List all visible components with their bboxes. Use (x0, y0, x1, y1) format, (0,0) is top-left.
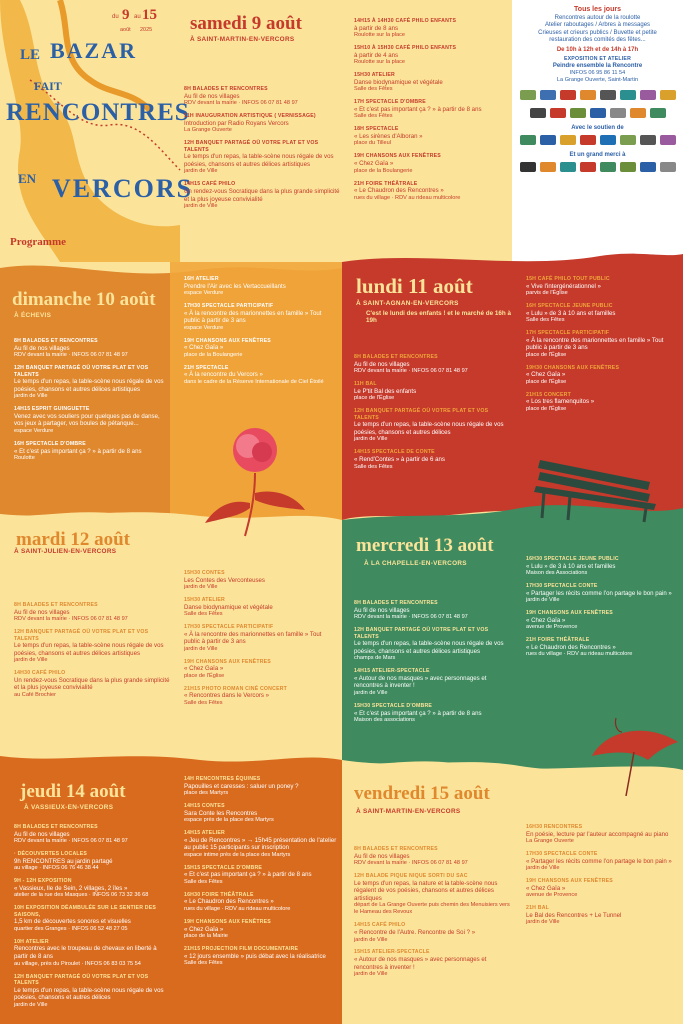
info-heading: Tous les jours (574, 6, 621, 13)
event: 14H15 CAFÉ PHILO « Rencontre de l'Autre. Rencontre de Soi ? » jardin de Ville (354, 922, 476, 943)
info-hours: De 10h à 12h et de 14h à 17h (556, 46, 639, 53)
day-title-saturday: samedi 9 août (190, 13, 302, 34)
partner-logo (560, 90, 576, 100)
support-logo (660, 135, 676, 145)
day-place-monday: À SAINT-AGNAN-EN-VERCORS (356, 300, 459, 307)
event: 17H30 SPECTACLE PARTICIPATIF « À la rencontre des marionnettes en famille » Tout public à partir de 3 ans espace Verdure (184, 303, 322, 331)
day-title-wednesday: mercredi 13 août (356, 535, 494, 556)
event: 21H15 PROJECTION FILM DOCUMENTAIRE « 12 jours ensemble » puis débat avec la réalisatrice Salle des Fêtes (184, 946, 326, 967)
day-note-monday: C'est le lundi des enfants ! et le marché de 16h à 19h (366, 310, 511, 324)
event: 10H EXPOSITION DÉAMBULÉE SUR LE SENTIER DES SAISONS, 1,5 km de découvertes sonores et visuelles quartier des Granges · INFOS 06 52 48 27 05 (14, 905, 157, 932)
date-end: 15 (142, 7, 157, 23)
event: 15H30 SPECTACLE D'OMBRE « Et c'est pas important ça ? » à partir de 8 ans Maison des associations (354, 703, 482, 724)
event: 21H15 PHOTO ROMAN CINÉ CONCERT « Rencontres dans le Vercors » Salle des Fêtes (184, 685, 288, 707)
event: 17H30 SPECTACLE PARTICIPATIF « À la rencontre des marionnettes en famille » Tout public à partir de 3 ans jardin de Ville (184, 624, 322, 652)
friday-col2 (526, 824, 676, 932)
wednesday-col1 (354, 600, 508, 730)
support-logo (520, 135, 536, 145)
event: 14H15 ATELIER-SPECTACLE « Autour de nos masques » avec personnages et rencontres à inventer ! jardin de Ville (354, 668, 487, 697)
event: 19H CHANSONS AUX FENÊTRES « Chez Gaïa » place de l'Église (184, 658, 271, 679)
partner-logo (620, 90, 636, 100)
event: 21H FOIRE THÉÂTRALE « Le Chaudron des Rencontres » rues du village · RDV au rideau multicolore (526, 637, 633, 658)
event: 8H BALADES ET RENCONTRES Au fil de nos villages RDV devant la mairie · INFOS 06 07 81 48 97 (354, 354, 468, 375)
event: 16H SPECTACLE JEUNE PUBLIC « Lulu » de 3 à 10 ans et familles Salle des Fêtes (526, 303, 616, 324)
event: 8H BALADES ET RENCONTRES Au fil de nos villages RDV devant la mairie · INFOS 06 07 81 48 97 (354, 846, 468, 867)
event: 14H RENCONTRES ÉQUINES Papouilles et caresses : saluer un poney ? place des Martyrs (184, 776, 299, 797)
event: 14H15 CONTES Sara Conte les Rencontres espace près de la place des Martyrs (184, 803, 274, 824)
event: 21H BAL Le Bal des Rencontres + Le Tunnel jardin de Ville (526, 905, 622, 926)
partner-logo (660, 90, 676, 100)
day-place-wednesday: À LA CHAPELLE-EN-VERCORS (364, 560, 467, 567)
thanks-logo (540, 162, 556, 172)
partner-logo (530, 108, 546, 118)
sunday-col2 (184, 276, 336, 392)
event: 17H SPECTACLE PARTICIPATIF « À la rencontre des marionnettes en famille » Tout public à partir de 3 ans place de l'Église (526, 330, 664, 358)
event: 8H BALADES ET RENCONTRES Au fil de nos villages RDV devant la mairie · INFOS 06 07 81 48 97 (354, 600, 468, 621)
thanks-logo (620, 162, 636, 172)
event: 12H BANQUET PARTAGÉ OÙ VOTRE PLAT ET VOS TALENTS Le temps d'un repas, la table-scène nous régale de vos poésies, chansons et autres délices jardin de Ville (354, 408, 504, 443)
event: 9H - 12H EXPOSITION « Vassieux, Ile de Sein, 2 villages, 2 îles » atelier de la rue des Masques · INFOS 06 73 32 36 68 (14, 878, 149, 899)
day-place-thursday: À VASSIEUX-EN-VERCORS (24, 804, 114, 811)
support-logo (620, 135, 636, 145)
title-fait: FAIT (34, 79, 62, 93)
date-badge: du 9 au 15 août 2025 (108, 8, 164, 38)
event: 16H30 RENCONTRES En poésie, lecture par l'auteur accompagné au piano La Grange Ouverte (526, 824, 669, 845)
event: 16H ATELIER Prendre l'Air avec les Vertaccueillants espace Verdure (184, 276, 286, 297)
event: 11H INAUGURATION ARTISTIQUE ( VERNISSAGE) Introduction par Radio Royans Vercors La Grange Ouverte (184, 113, 316, 134)
event: 12H BALADE PIQUE NIQUE SORTI DU SAC Le temps d'un repas, la nature et la table-scène nous régalent de vos poésies, chansons et autres délices artistiques départ de La Grange Ouverte puis chemin des Menuisiers vers le Hameau des Revoux (354, 873, 510, 916)
event: 10H ATELIER Rencontres avec le troupeau de chevaux en liberté à partir de 8 ans au village, près du Piroulet · INFOS 06 83 03 75 54 (14, 938, 157, 967)
thanks-logo (640, 162, 656, 172)
event: 15H30 ATELIER Danse biodynamique et végétale Salle des Fêtes (354, 72, 443, 93)
saturday-col2 (354, 18, 506, 208)
event: 15H15 SPECTACLE D'OMBRE « Et c'est pas important ça ? » à partir de 8 ans Salle des Fêtes (184, 864, 312, 885)
partner-logo (590, 108, 606, 118)
event: 19H CHANSONS AUX FENÊTRES « Chez Gaïa » avenue de Provence (526, 610, 613, 631)
partner-logo (540, 90, 556, 100)
event: 12H BANQUET PARTAGÉ OÙ VOTRE PLAT ET VOS TALENTS Le temps d'un repas, la table-scène nous régale de vos poésies, chansons et autres délices artistiques champs de Mars (354, 627, 504, 662)
thanks-logo (600, 162, 616, 172)
peony-illustration (200, 418, 310, 538)
title-bazar: BAZAR (50, 38, 138, 63)
event: 8H BALADES ET RENCONTRES Au fil de nos villages RDV devant la mairie · INFOS 06 07 81 48 97 (14, 824, 128, 845)
event: 17H SPECTACLE D'OMBRE « Et c'est pas important ça ? » à partir de 8 ans Salle des Fêtes (354, 99, 482, 120)
event: 19H CHANSONS AUX FENÊTRES « Chez Gaïa » avenue de Provence (526, 878, 613, 899)
day-title-friday: vendredi 15 août (354, 783, 490, 804)
event: 17H30 SPECTACLE CONTE « Partager les récits comme l'on partage le bon pain » jardin de Ville (526, 851, 672, 872)
event: 15H10 À 15H30 CAFÉ PHILO ENFANTS à partir de 4 ans Roulotte sur la place (354, 45, 457, 66)
event: 16H SPECTACLE D'OMBRE « Et c'est pas important ça ? » à partir de 8 ans Roulotte (14, 441, 142, 462)
event: 21H15 CONCERT « Los tres flamenquitos » place de l'Église (526, 391, 595, 413)
support-logo (640, 135, 656, 145)
title-en: EN (18, 171, 37, 186)
event: 19H CHANSONS AUX FENÊTRES « Chez Gaïa » place de la Boulangerie (354, 153, 441, 174)
partner-logo (610, 108, 626, 118)
event: 14H15 CAFÉ PHILO Un rendez-vous Socratique dans la plus grande simplicité et la plus joyeuse convivialité jardin de Ville (184, 181, 340, 210)
partner-logos (516, 88, 679, 123)
thanks-logos (516, 160, 679, 178)
monday-col2 (526, 276, 678, 419)
event: 8H BALADES ET RENCONTRES Au fil de nos villages RDV devant la mairie · INFOS 06 07 81 48 97 (184, 86, 298, 107)
monday-col1 (354, 354, 506, 476)
event: 18H SPECTACLE « Les sirènes d'Alboran » place du Tilleul (354, 126, 423, 147)
thanks-logo (660, 162, 676, 172)
support-logo (580, 135, 596, 145)
event: 15H15 ATELIER-SPECTACLE « Autour de nos masques » avec personnages et rencontres à inventer ! jardin de Ville (354, 949, 487, 978)
event: 12H BANQUET PARTAGÉ OÙ VOTRE PLAT ET VOS TALENTS Le temps d'un repas, la table-scène nous régale de vos poésies, chansons et autres délices artistiques jardin de Ville (184, 140, 334, 175)
event: 11H BAL Le P'tit Bal des enfants place de l'Église (354, 381, 417, 402)
event: 14H15 À 14H30 CAFÉ PHILO ENFANTS à partir de 8 ans Roulotte sur la place (354, 18, 457, 39)
event: 15H30 CONTES Les Contes des Verconteuses jardin de Ville (184, 570, 265, 591)
tuesday-col1 (14, 602, 172, 705)
event: 21H SPECTACLE « À la rencontre du Vercors » dans le cadre de la Réserve Internationale de Ciel Étoilé (184, 364, 324, 385)
info-box: Tous les jours Rencontres autour de la roulotte Atelier raboutages / Arbres à messages Crieuses et crieurs publics / Buvette et petite restauration des comités des fêtes... De 10h à 12h et de 14h à 17h EXPOSITION ET ATELIER Peindre ensemble la Rencontre INFOS 06 95 86 11 54 La Grange Ouverte, Saint-Martin Avec le soutien de Et un grand merci à (516, 6, 679, 177)
date-start: 9 (122, 7, 130, 23)
event: · DÉCOUVERTES LOCALES 9h RENCONTRES au jardin partagé au village · INFOS 06 76 46 38 44 (14, 851, 113, 872)
day-place-tuesday: À SAINT-JULIEN-EN-VERCORS (14, 548, 117, 555)
event: 8H BALADES ET RENCONTRES Au fil de nos villages RDV devant la mairie · INFOS 06 07 81 48 97 (14, 602, 128, 623)
day-title-sunday: dimanche 10 août (12, 289, 156, 310)
tuesday-col2 (184, 570, 336, 713)
partner-logo (600, 90, 616, 100)
day-title-thursday: jeudi 14 août (20, 781, 126, 802)
thanks-logo (580, 162, 596, 172)
partner-logo (650, 108, 666, 118)
event: 8H BALADES ET RENCONTRES Au fil de nos villages RDV devant la mairie · INFOS 06 07 81 48 97 (14, 338, 128, 359)
support-logos (516, 133, 679, 151)
day-title-tuesday: mardi 12 août (16, 529, 130, 550)
title-rencontres: RENCONTRES (6, 99, 190, 126)
partner-logo (550, 108, 566, 118)
friday-col1 (354, 846, 512, 984)
support-logo (560, 135, 576, 145)
umbrella-illustration (586, 712, 682, 796)
event: 14H15 SPECTACLE DE CONTE « Rend'Contes » à partir de 6 ans Salle des Fêtes (354, 449, 445, 470)
support-logo (600, 135, 616, 145)
event: 15H30 ATELIER Danse biodynamique et végétale Salle des Fêtes (184, 597, 273, 618)
event: 16H30 FOIRE THÉÂTRALE « Le Chaudron des Rencontres » rues du village · RDV au rideau multicolore (184, 891, 291, 913)
event: 21H FOIRE THÉÂTRALE « Le Chaudron des Rencontres » rues du village · RDV au rideau multicolore (354, 180, 461, 201)
wednesday-col2 (526, 556, 676, 664)
event: 14H15 ESPRIT GUINGUETTE Venez avec vos souliers pour quelques pas de danse, vos jeux à partager, vos boules de pétanque... espace Verdure (14, 406, 160, 435)
thanks-logo (560, 162, 576, 172)
sunday-col1 (14, 338, 164, 468)
partner-logo (570, 108, 586, 118)
day-place-saturday: À SAINT-MARTIN-EN-VERCORS (190, 36, 295, 43)
thursday-col2 (184, 776, 338, 973)
event: 19H CHANSONS AUX FENÊTRES « Chez Gaïa » place de la Boulangerie (184, 337, 271, 358)
partner-logo (580, 90, 596, 100)
day-place-friday: À SAINT-MARTIN-EN-VERCORS (356, 808, 461, 815)
partner-logo (640, 90, 656, 100)
partner-logo (630, 108, 646, 118)
bench-illustration (530, 452, 670, 524)
title-vercors: VERCORS (52, 174, 194, 203)
day-place-sunday: À ÉCHEVIS (14, 312, 52, 319)
event: 14H30 CAFÉ PHILO Un rendez-vous Socratique dans la plus grande simplicité et la plus joyeuse convivialité au Café Brochier (14, 670, 170, 699)
event: 12H BANQUET PARTAGÉ OÙ VOTRE PLAT ET VOS TALENTS Le temps d'un repas, la table-scène nous régale de vos poésies, chansons et autres délices artistiques jardin de Ville (14, 629, 164, 664)
title-le: LE (20, 47, 41, 63)
event: 16H30 SPECTACLE JEUNE PUBLIC « Lulu » de 3 à 10 ans et familles Maison des Associations (526, 556, 619, 577)
partner-logo (520, 90, 536, 100)
event: 19H CHANSONS AUX FENÊTRES « Chez Gaïa » place de la Mairie (184, 919, 271, 940)
saturday-col1 (184, 86, 344, 216)
day-title-monday: lundi 11 août (356, 274, 473, 298)
support-logo (540, 135, 556, 145)
event: 12H BANQUET PARTAGÉ OÙ VOTRE PLAT ET VOS TALENTS Le temps d'un repas, la table-scène nous régale de vos poésies, chansons et autres délices jardin de Ville (14, 973, 164, 1008)
event: 12H BANQUET PARTAGÉ OÙ VOTRE PLAT ET VOS TALENTS Le temps d'un repas, la table-scène nous régale de vos poésies, chansons et autres délices artistiques jardin de Ville (14, 365, 164, 400)
event: 14H15 ATELIER « Jeu de Rencontres » → 15h45 présentation de l'atelier au public 15 participants sur inscription espace intime près de la place des Martyrs (184, 830, 337, 858)
programme-label: Programme (10, 236, 66, 248)
event: 17H30 SPECTACLE CONTE « Partager les récits comme l'on partage le bon pain » jardin de Ville (526, 583, 672, 604)
thursday-col1 (14, 824, 170, 1015)
event: 15H CAFÉ PHILO TOUT PUBLIC « Vive l'intergénérationnel » parvis de l'Église (526, 276, 610, 297)
thanks-logo (520, 162, 536, 172)
event: 19H30 CHANSONS AUX FENÊTRES « Chez Gaïa » place de l'Église (526, 364, 620, 385)
